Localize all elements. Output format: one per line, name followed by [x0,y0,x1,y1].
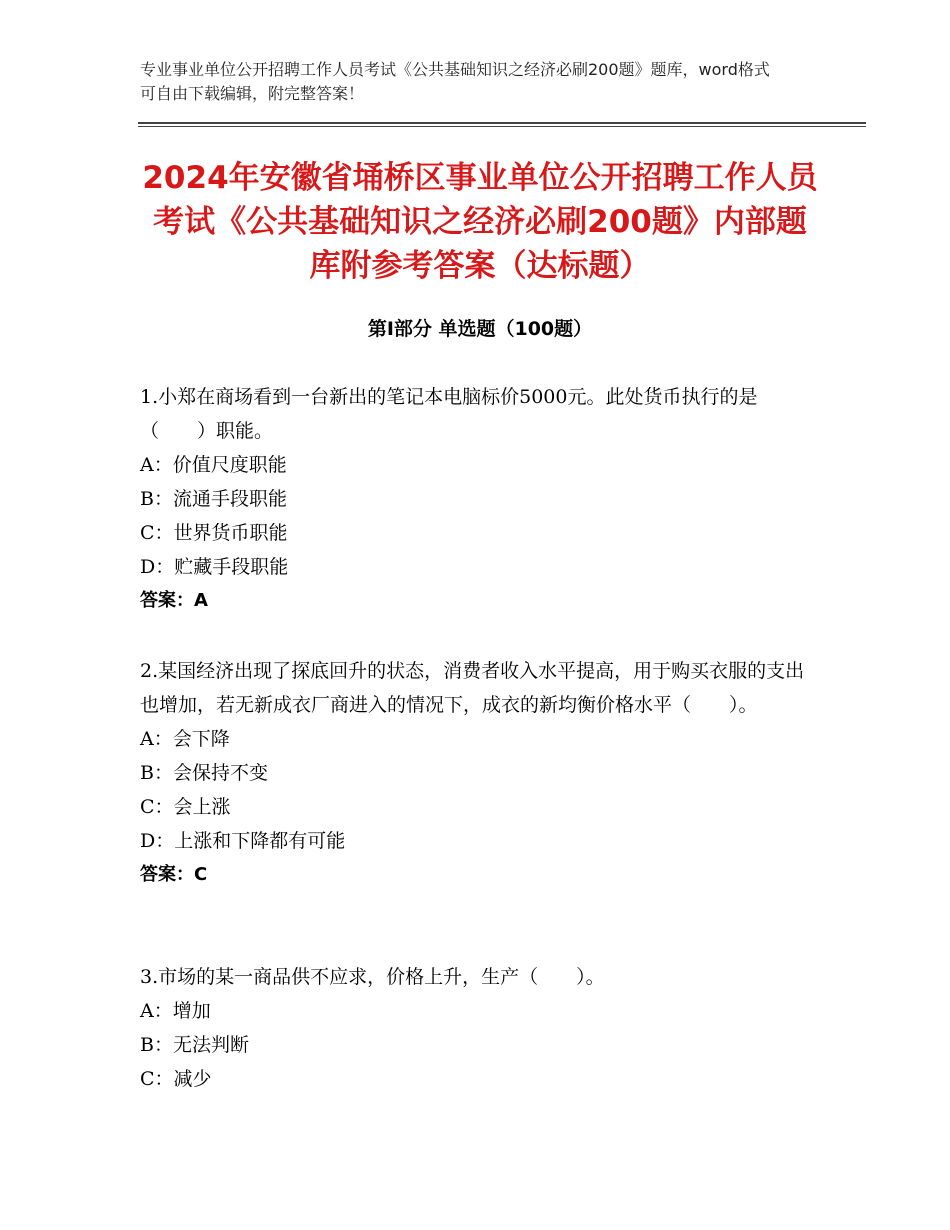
question-2 [140,654,820,892]
option-c: C：会上涨 [140,796,231,818]
option-d: D：贮藏手段职能 [140,556,289,578]
document-title: 2024年安徽省埇桥区事业单位公开招聘工作人员考试《公共基础知识之经济必刷200题》内部题库附参考答案（达标题） [142,160,818,284]
question-stem: 1.小郑在商场看到一台新出的笔记本电脑标价5000元。此处货币执行的是（ ）职能。 [140,386,758,442]
question-1 [140,380,820,618]
answer-label: 答案：A [140,590,208,611]
option-c: C：世界货币职能 [140,522,288,544]
document-header-note: 专业事业单位公开招聘工作人员考试《公共基础知识之经济必刷200题》题库，word格式可自由下载编辑，附完整答案！ [140,60,770,103]
question-stem: 3.市场的某一商品供不应求，价格上升，生产（ ）。 [140,966,605,988]
question-3 [140,960,820,1096]
option-d: D：上涨和下降都有可能 [140,830,346,852]
header-divider-thin [138,126,866,127]
section-heading: 第I部分 单选题（100题） [367,318,593,340]
option-b: B：流通手段职能 [140,488,287,510]
option-a: A：增加 [140,1000,211,1022]
option-b: B：会保持不变 [140,762,268,784]
option-b: B：无法判断 [140,1034,249,1056]
option-a: A：价值尺度职能 [140,454,287,476]
answer-label: 答案：C [140,864,208,885]
option-a: A：会下降 [140,728,230,750]
header-divider-thick [138,122,866,124]
option-c: C：减少 [140,1068,212,1090]
question-stem: 2.某国经济出现了探底回升的状态，消费者收入水平提高，用于购买衣服的支出也增加，若无新成衣厂商进入的情况下，成衣的新均衡价格水平（ ）。 [140,660,805,716]
